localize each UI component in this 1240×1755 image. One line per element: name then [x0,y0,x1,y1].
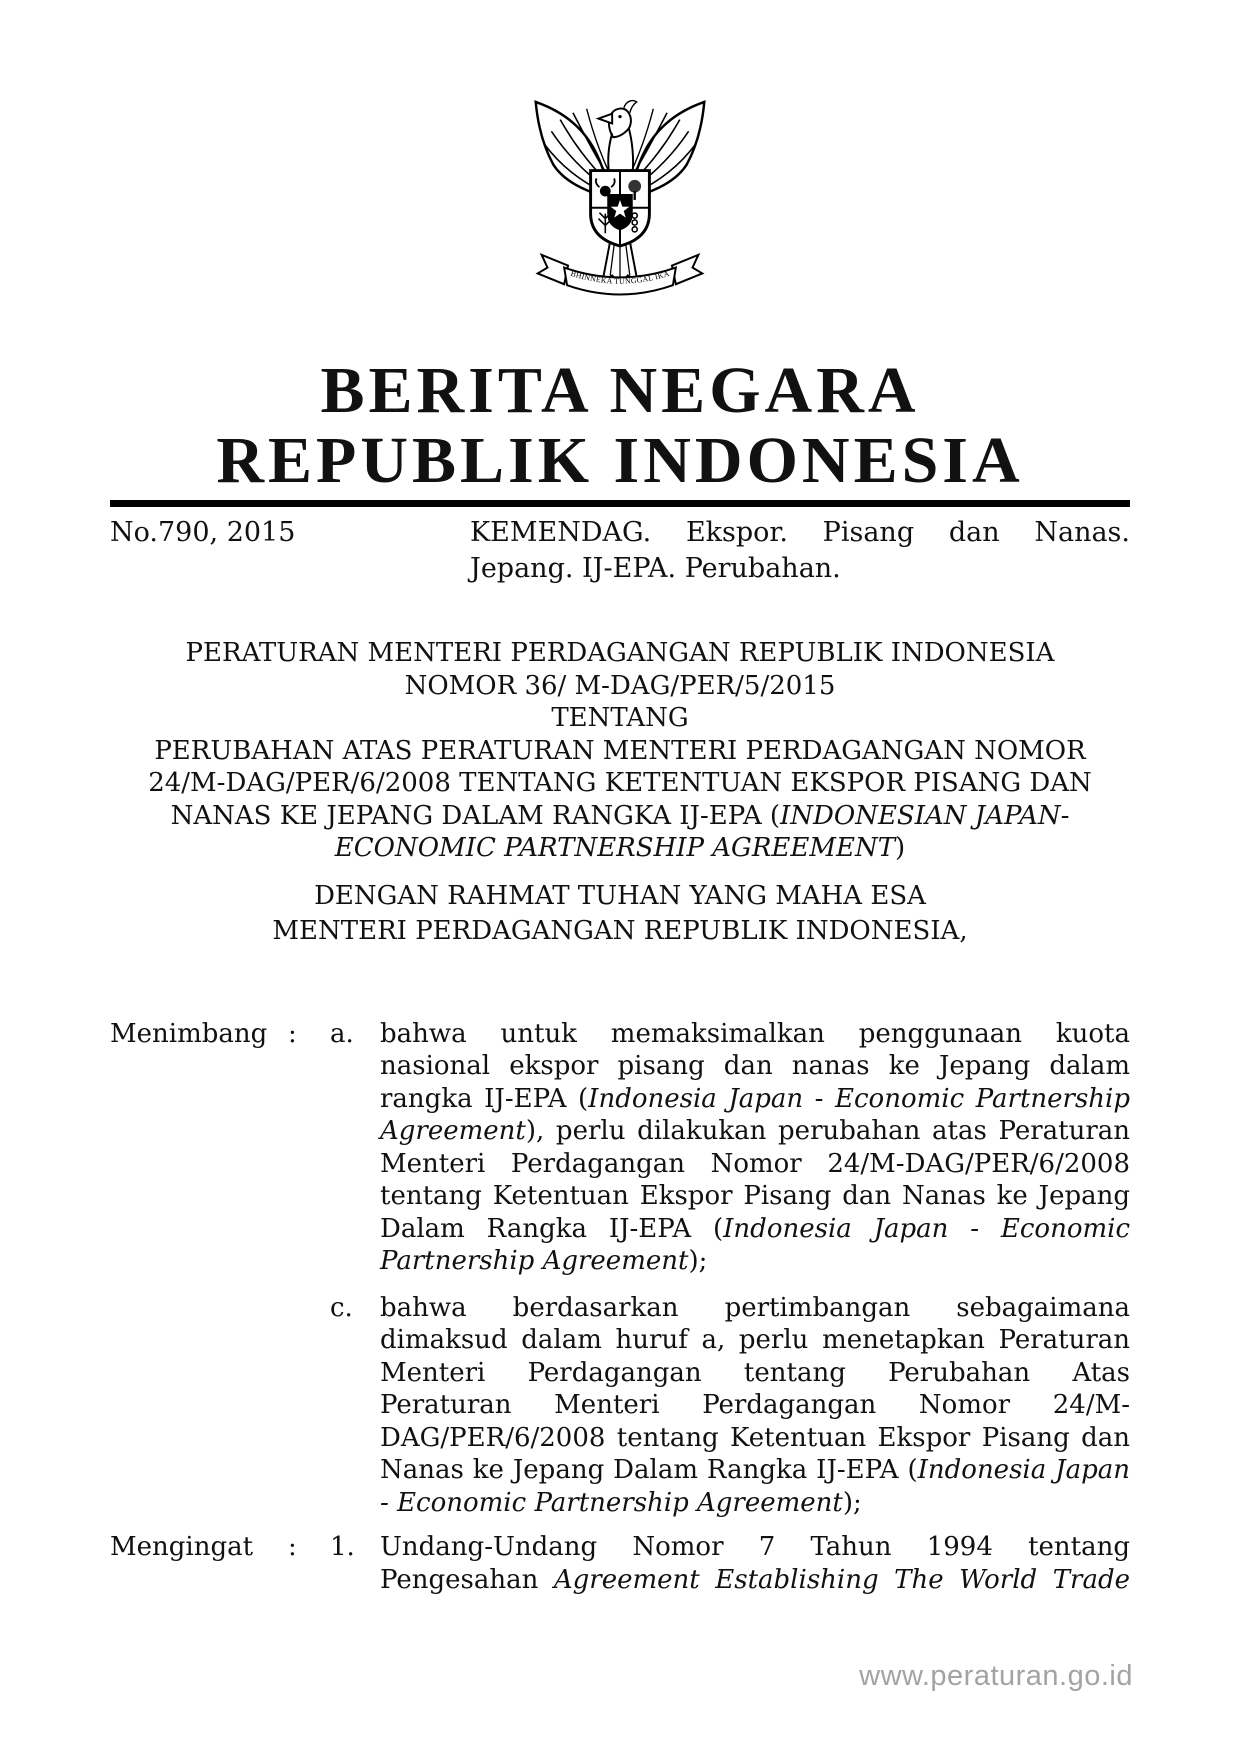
masthead-rule [110,500,1130,507]
menimbang-colon: : [288,1018,297,1049]
item-marker: 1. [330,1532,355,1562]
item-text: bahwa berdasarkan pertimbangan sebagaimana dimaksud dalam huruf a, perlu menetapkan Peraturan Menteri Perdagangan tentang Perubahan Atas Peraturan Menteri Perdagangan Nomor 24/M-DAG/PER/6/2008 tentang Ketentuan Ekspor Pisang dan Nanas ke Jepang Dalam Rangka IJ-EPA (Indonesia Japan - Economic Partnership Agreement); [380,1292,1130,1518]
masthead-title-line1: BERITA NEGARA [320,354,920,427]
consideration-item-c [330,1292,1130,1520]
abstract-line1: KEMENDAG. Ekspor. Pisang dan Nanas. [470,517,1130,548]
tentang-label: TENTANG [551,703,689,733]
item-marker: c. [330,1292,353,1323]
invocation-line: DENGAN RAHMAT TUHAN YANG MAHA ESA [314,880,926,911]
item-text [380,1531,1130,1596]
masthead-title-line2: REPUBLIK INDONESIA [216,424,1024,497]
legal-basis-item-1 [330,1531,1130,1596]
regulation-subject: PERUBAHAN ATAS PERATURAN MENTERI PERDAGANGAN NOMOR 24/M-DAG/PER/6/2008 TENTANG KETENTUAN EKSPOR PISANG DAN NANAS KE JEPANG DALAM RANGKA IJ-EPA (INDONESIAN JAPAN-ECONOMIC PARTNERSHIP AGREEMENT) [148,735,1092,863]
footer-watermark: www.peraturan.go.id [859,1660,1133,1692]
mengingat-label: Mengingat [110,1532,254,1562]
regulation-issuer: PERATURAN MENTERI PERDAGANGAN REPUBLIK INDONESIA [185,638,1055,668]
item-text-line1: Undang-Undang Nomor 7 Tahun 1994 tentang [380,1532,1130,1562]
menimbang-section [110,1018,1130,1520]
subject-abstract [470,515,1130,587]
authority-line: MENTERI PERDAGANGAN REPUBLIK INDONESIA, [272,916,968,946]
item-text: bahwa untuk memaksimalkan penggunaan kuota nasional ekspor pisang dan nanas ke Jepang dalam rangka IJ-EPA (Indonesia Japan - Economic Partnership Agreement), perlu dilakukan perubahan atas Peraturan Menteri Perdagangan Nomor 24/M-DAG/PER/6/2008 tentang Ketentuan Ekspor Pisang dan Nanas ke Jepang Dalam Rangka IJ-EPA (Indonesia Japan - Economic Partnership Agreement); [380,1018,1131,1276]
consideration-item-a [330,1018,1130,1278]
issue-number: No.790, 2015 [110,517,296,548]
gazette-meta-row [110,515,1130,587]
emblem-container [110,88,1130,306]
garuda-head [598,101,636,175]
mengingat-section [110,1531,1130,1596]
masthead-title [110,356,1130,496]
garuda-pancasila-emblem [522,88,718,306]
menimbang-label: Menimbang [110,1018,268,1049]
emblem-motto: BHINNEKA TUNGGAL IKA [569,268,671,286]
pancasila-shield [591,171,650,246]
mengingat-colon: : [288,1532,297,1562]
regulation-number: NOMOR 36/ M-DAG/PER/5/2015 [404,670,836,701]
regulation-heading [110,637,1130,948]
clauses [110,1018,1130,1597]
item-text-line2: Pengesahan Agreement Establishing The World Trade [380,1564,1131,1595]
abstract-line2: Jepang. IJ-EPA. Perubahan. [470,553,841,584]
item-marker: a. [330,1018,354,1049]
